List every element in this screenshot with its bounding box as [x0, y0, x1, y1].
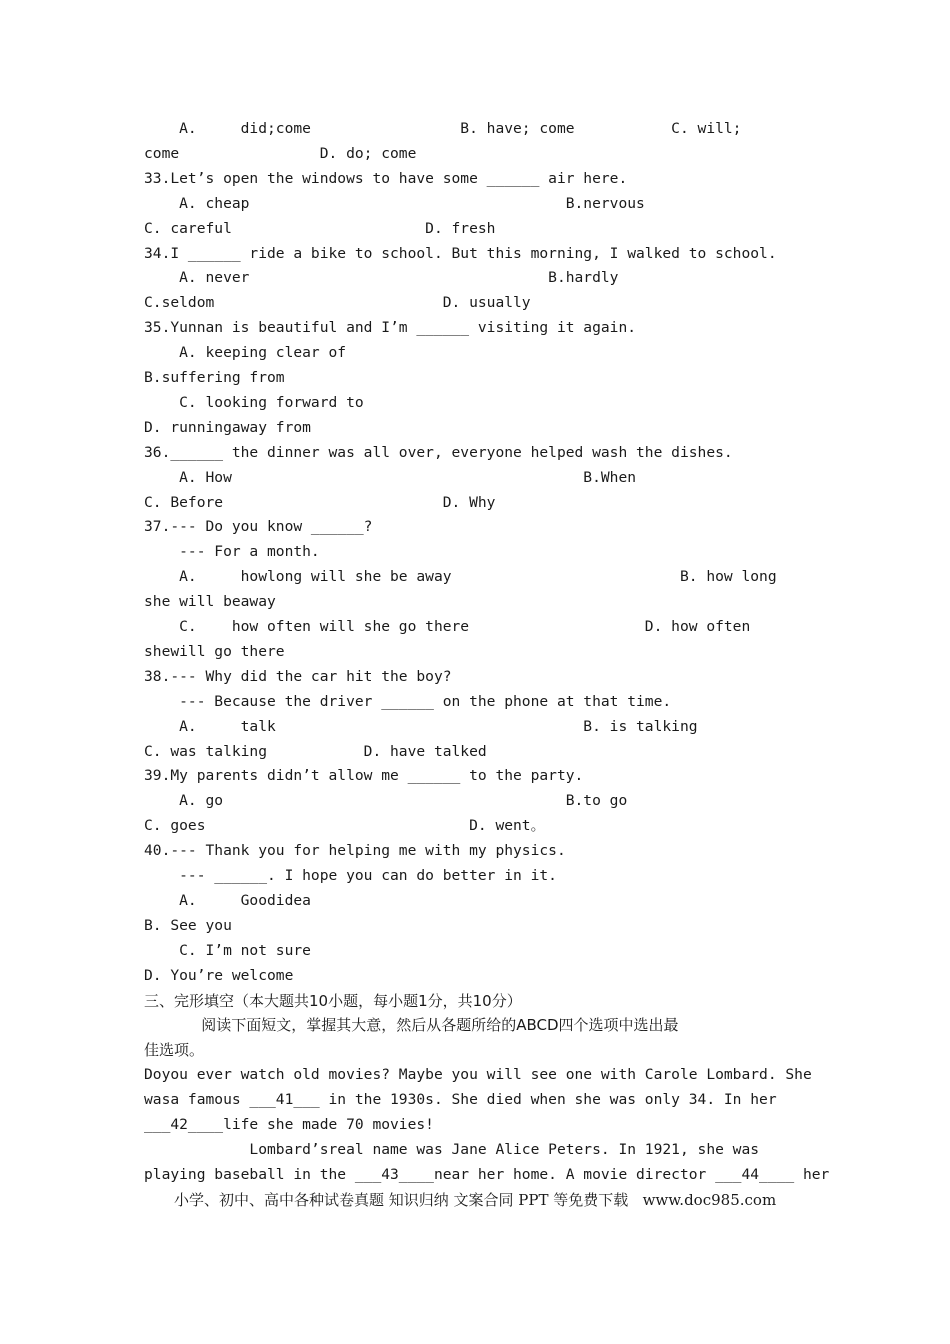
- text-line: A. howlong will she be away B. how long: [144, 568, 777, 586]
- text-line: Doyou ever watch old movies? Maybe you will see one with Carole Lombard. She: [144, 1066, 812, 1084]
- text-line: D. You’re welcome: [144, 966, 294, 984]
- text-line: 35.Yunnan is beautiful and I’m ______ visiting it again.: [144, 319, 637, 337]
- text-line: 三、完形填空（本大题共10小题，每小题1分，共10分）: [144, 991, 522, 1010]
- text-line: playing baseball in the ___43____near her home. A movie director ___44____ her: [144, 1165, 830, 1183]
- text-line: B. See you: [144, 916, 232, 934]
- text-line: 34.I ______ ride a bike to school. But this morning, I walked to school.: [144, 244, 777, 262]
- text-line: shewill go there: [144, 642, 285, 660]
- text-line: she will beaway: [144, 593, 276, 611]
- text-line: C. I’m not sure: [144, 941, 311, 959]
- page-footer: 小学、初中、高中各种试卷真题 知识归纳 文案合同 PPT 等免费下载 www.doc985.com: [174, 1191, 777, 1209]
- text-line: --- For a month.: [144, 543, 320, 561]
- text-line: A. did;come B. have; come C. will;: [144, 120, 742, 137]
- text-line: 38.--- Why did the car hit the boy?: [144, 667, 452, 685]
- text-line: C. goes D. went。: [144, 817, 546, 835]
- text-line: 36.______ the dinner was all over, everyone helped wash the dishes.: [144, 443, 733, 461]
- text-line: 33.Let’s open the windows to have some ______ air here.: [144, 169, 628, 187]
- text-line: Lombard’sreal name was Jane Alice Peters. In 1921, she was: [144, 1140, 760, 1158]
- text-line: C. careful D. fresh: [144, 219, 496, 237]
- text-line: C. how often will she go there D. how often: [144, 618, 751, 635]
- text-line: C. looking forward to: [144, 393, 364, 411]
- text-line: A. How B.When: [144, 468, 637, 486]
- text-line: wasa famous ___41___ in the 1930s. She died when she was only 34. In her: [144, 1091, 777, 1109]
- text-line: --- Because the driver ______ on the phone at that time.: [144, 692, 672, 710]
- text-line: A. never B.hardly: [144, 269, 619, 287]
- text-line: A. cheap B.nervous: [144, 194, 645, 212]
- text-line: ___42____life she made 70 movies!: [144, 1116, 434, 1133]
- text-line: come D. do; come: [144, 144, 417, 162]
- text-line: 阅读下面短文，掌握其大意，然后从各题所给的ABCD四个选项中选出最: [144, 1016, 679, 1035]
- text-line: 39.My parents didn’t allow me ______ to the party.: [144, 767, 584, 785]
- text-line: 37.--- Do you know ______?: [144, 518, 373, 536]
- text-line: D. runningaway from: [144, 418, 311, 436]
- text-line: A. Goodidea: [144, 891, 311, 909]
- text-line: C. was talking D. have talked: [144, 742, 487, 760]
- text-line: A. keeping clear of: [144, 344, 347, 362]
- text-line: B.suffering from: [144, 369, 285, 386]
- text-line: 佳选项。: [144, 1041, 205, 1060]
- text-line: A. talk B. is talking: [144, 717, 698, 735]
- text-line: C. Before D. Why: [144, 493, 496, 511]
- text-line: 40.--- Thank you for helping me with my physics.: [144, 842, 566, 860]
- text-line: C.seldom D. usually: [144, 294, 531, 312]
- text-line: A. go B.to go: [144, 792, 628, 810]
- text-line: --- ______. I hope you can do better in it.: [144, 867, 557, 884]
